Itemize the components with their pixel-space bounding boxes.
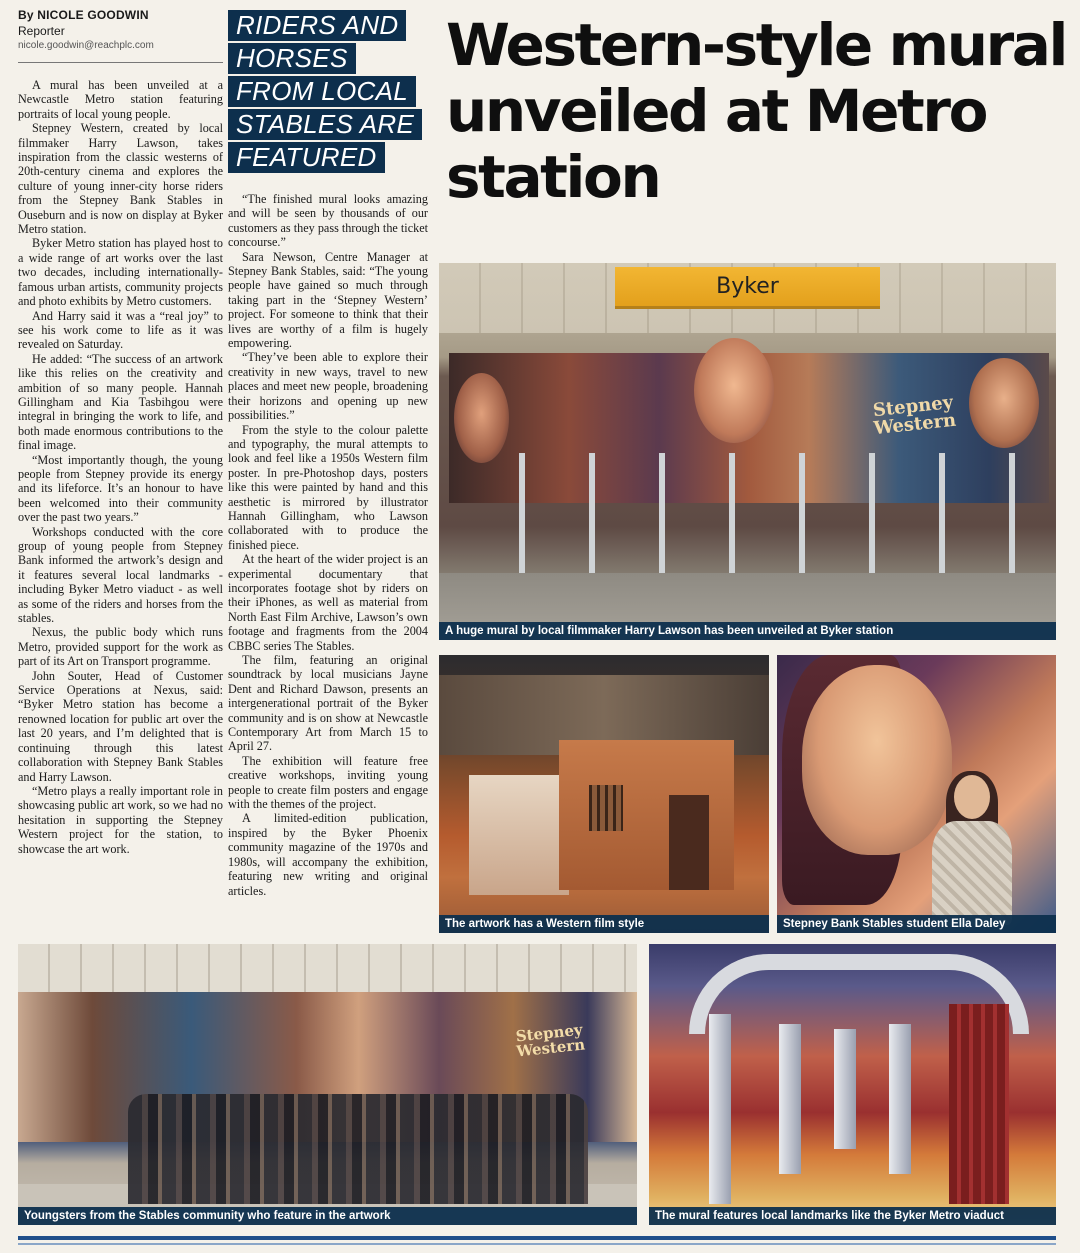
paragraph: Nexus, the public body which runs Metro, provided support for the work as part of its Art on Transport programme.: [18, 625, 223, 669]
station-roof: [18, 944, 637, 992]
photo-caption: A huge mural by local filmmaker Harry Lawson has been unveiled at Byker station: [439, 622, 1056, 640]
author-role: Reporter: [18, 24, 65, 38]
photo-caption: The artwork has a Western film style: [439, 915, 769, 933]
paragraph: At the heart of the wider project is an experimental documentary that incorporates footage shot by riders on their iPhones, as well as material from North East Film Archive, Lawson’s own footage and fragments from the 2004 CBBC series The Stables.: [228, 552, 428, 653]
paragraph: He added: “The success of an artwork like this relies on the creativity and ambition of so many people. Hannah Gillingham and Kia Tasbihgou were integral in bringing the work to life, and both made enormous contributions to the final image.: [18, 351, 223, 453]
mural-portrait: [802, 665, 952, 855]
paragraph: John Souter, Head of Customer Service Operations at Nexus, said: “Byker Metro station has become a renowned location for public art over the last 20 years, and I’m delighted that is continuing through this latest collaboration with Stepney Bank Stables and Harry Lawson.: [18, 668, 223, 784]
mural-title-art: Stepney Western: [514, 1020, 586, 1061]
mural-red-building: [949, 1004, 1009, 1204]
paragraph: The exhibition will feature free creative workshops, inviting young people to create film posters and engage with the themes of the project.: [228, 753, 428, 812]
mural-door: [669, 795, 709, 890]
standfirst-line: FEATURED: [228, 142, 385, 173]
paragraph: Byker Metro station has played host to a wide range of art works over the last two decades, including internationally-famous urban artists, community projects and photo exhibits by Metro customers.: [18, 236, 223, 309]
paragraph: Sara Newson, Centre Manager at Stepney Bank Stables, said: “The young people have gained so much through taking part in the ‘Stepney Western’ project. For someone to think that their lives are worthy of a film is hugely empowering.: [228, 249, 428, 351]
mural-title-art: Stepney Western: [871, 391, 958, 440]
headline: Western-style mural unveiled at Metro station: [446, 11, 1067, 211]
paragraph: From the style to the colour palette and typography, the mural attempts to look and feel like a 1950s Western film poster. In pre-Photoshop days, posters like this were painted by hand and this aesthetic is mirrored by illustrator Hannah Gillingham, who Lawson collaborated with to produce the finished piece.: [228, 422, 428, 552]
paragraph: Workshops conducted with the core group of young people from Stepney Bank informed the artwork’s design and it features several local landmarks - including Byker Metro viaduct - as well as some of the riders and horses from the stables.: [18, 524, 223, 626]
ticket-gates: [479, 453, 1019, 573]
station-sign: Byker: [615, 267, 880, 309]
photo-viaduct: [649, 944, 1056, 1225]
viaduct-pier: [779, 1024, 801, 1174]
byline-divider: [18, 62, 223, 63]
standfirst-line: STABLES ARE: [228, 109, 422, 140]
group-of-people: [128, 1094, 588, 1204]
paragraph: And Harry said it was a “real joy” to see his work come to life as it was revealed on Saturday.: [18, 308, 223, 352]
standfirst-line: FROM LOCAL: [228, 76, 416, 107]
photo-group: [18, 944, 637, 1225]
author-name: By NICOLE GOODWIN: [18, 8, 149, 22]
mural-face: [969, 358, 1039, 448]
page-bottom-rule: [18, 1236, 1056, 1240]
mural-window: [589, 785, 623, 831]
paragraph: “The finished mural looks amazing and will be seen by thousands of our customers as they pass through the ticket concourse.”: [228, 192, 428, 250]
mural-cottage: [469, 775, 569, 895]
paragraph: Stepney Western, created by local filmmaker Harry Lawson, takes inspiration from the classic westerns of 20th-century cinema and explores the culture of young inner-city horse riders from the Stepney Bank Stables in Ouseburn and is now on display at Byker Metro station.: [18, 121, 223, 237]
standfirst-line: RIDERS AND: [228, 10, 406, 41]
photo-student: [777, 655, 1056, 933]
mural-face: [454, 373, 509, 463]
student-head: [954, 775, 990, 819]
photo-caption: Youngsters from the Stables community who feature in the artwork: [18, 1207, 637, 1225]
byline: [18, 8, 223, 51]
article-column-2: [228, 192, 428, 898]
mural-face: [694, 338, 774, 443]
paragraph: “They’ve been able to explore their creativity in new ways, travel to new places and meet new people, broadening their horizons and opening up new possibilities.”: [228, 350, 428, 423]
viaduct-pier: [709, 1014, 731, 1204]
article-column-1: [18, 78, 223, 856]
standfirst: [228, 10, 433, 175]
paragraph: A mural has been unveiled at a Newcastle Metro station featuring portraits of local young people.: [18, 78, 223, 121]
paragraph: “Most importantly though, the young people from Stepney provide its energy and its lifeforce. It’s an honour to have been welcomed into their community over the past two years.”: [18, 452, 223, 525]
page-bottom-rule-thin: [18, 1243, 1056, 1245]
photo-byker-station: [439, 263, 1056, 640]
student-coat: [932, 821, 1012, 925]
photo-caption: The mural features local landmarks like the Byker Metro viaduct: [649, 1207, 1056, 1225]
student-figure: [932, 775, 1012, 925]
standfirst-line: HORSES: [228, 43, 356, 74]
viaduct-pier: [834, 1029, 856, 1149]
photo-caption: Stepney Bank Stables student Ella Daley: [777, 915, 1056, 933]
paragraph: The film, featuring an original soundtrack by local musicians Jayne Dent and Richard Dawson, presents an intergenerational portrait of the Byker community and is on show at Newcastle Contemporary Art from March 15 to April 27.: [228, 653, 428, 754]
paragraph: A limited-edition publication, inspired by the Byker Phoenix community magazine of the 1970s and 1980s, will accompany the exhibition, featuring new writing and original articles.: [228, 811, 428, 898]
viaduct-pier: [889, 1024, 911, 1174]
photo-artwork-western: [439, 655, 769, 933]
author-email[interactable]: nicole.goodwin@reachplc.com: [18, 40, 154, 51]
paragraph: “Metro plays a really important role in showcasing public art work, so we had no hesitation in supporting the Stepney Western project for the station, to showcase the art work.: [18, 783, 223, 856]
